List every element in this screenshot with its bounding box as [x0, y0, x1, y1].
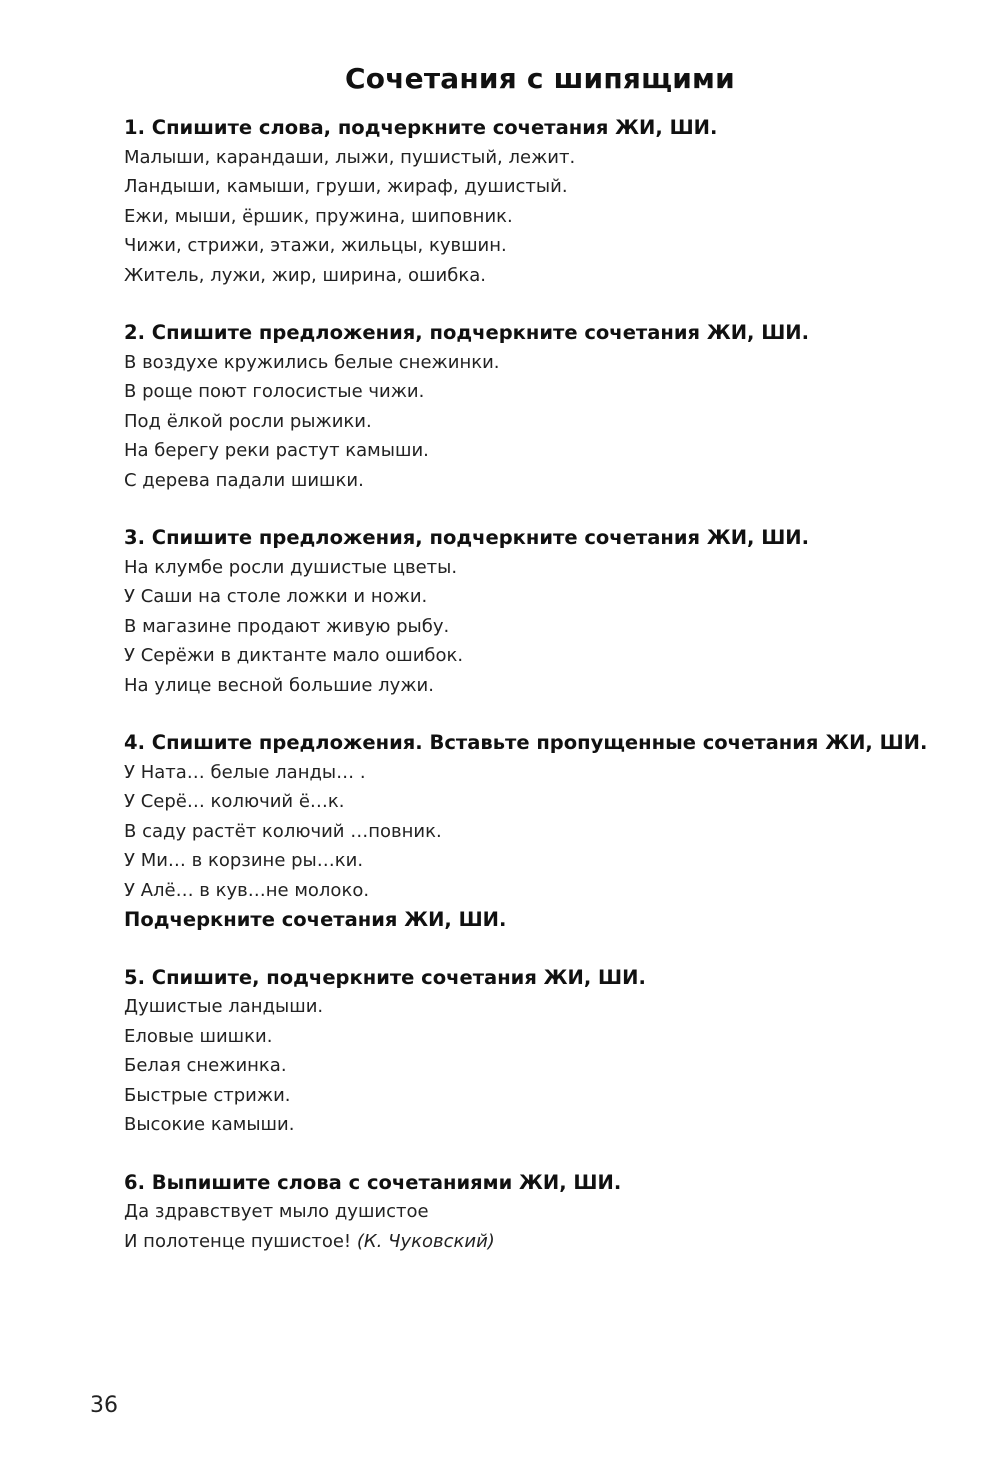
exercise-heading: 6. Выпишите слова с сочетаниями ЖИ, ШИ.: [124, 1170, 622, 1194]
exercise-heading: 1. Спишите слова, подчеркните сочетания ЖИ, ШИ.: [124, 116, 718, 139]
poem-line: И полотенце пушистое!: [124, 1230, 352, 1252]
exercise-1: [124, 113, 984, 290]
exercise-line: Под ёлкой росли рыжики.: [124, 410, 372, 432]
exercise-line: Чижи, стрижи, этажи, жильцы, кувшин.: [124, 235, 507, 256]
exercise-6: [124, 1168, 984, 1257]
exercise-line: У Серё… колючий ё…к.: [124, 791, 345, 812]
exercise-line: На берегу реки растут камыши.: [124, 440, 429, 461]
exercise-line: Высокие камыши.: [124, 1114, 295, 1135]
exercise-line: У Серёжи в диктанте мало ошибок.: [124, 645, 464, 666]
exercise-line: Ежи, мыши, ёршик, пружина, шиповник.: [124, 205, 513, 227]
exercise-line: В саду растёт колючий …повник.: [124, 820, 442, 842]
exercise-line: Белая снежинка.: [124, 1055, 287, 1076]
exercise-line: В роще поют голосистые чижи.: [124, 381, 425, 402]
exercise-footer: Подчеркните сочетания ЖИ, ШИ.: [124, 908, 507, 931]
exercise-heading: 4. Спишите предложения. Вставьте пропущенные сочетания ЖИ, ШИ.: [124, 731, 928, 754]
exercise-2: [124, 318, 984, 495]
exercise-line: На клумбе росли душистые цветы.: [124, 556, 458, 578]
exercise-line: Быстрые стрижи.: [124, 1084, 291, 1106]
exercise-line: Малыши, карандаши, лыжи, пушистый, лежит.: [124, 146, 576, 168]
exercise-line: У Алё… в кув…не молоко.: [124, 879, 370, 901]
exercise-line: Ландыши, камыши, груши, жираф, душистый.: [124, 176, 568, 197]
exercise-heading: 3. Спишите предложения, подчеркните сочетания ЖИ, ШИ.: [124, 526, 810, 549]
exercise-line: Житель, лужи, жир, ширина, ошибка.: [124, 264, 486, 286]
exercise-line: У Саши на столе ложки и ножи.: [124, 586, 428, 607]
exercise-line: В магазине продают живую рыбу.: [124, 615, 450, 637]
poem-author: (К. Чуковский): [356, 1230, 495, 1252]
exercise-line: Еловые шишки.: [124, 1025, 273, 1047]
exercise-5: [124, 963, 984, 1140]
exercise-list: [124, 113, 984, 1284]
exercise-4: [124, 728, 984, 935]
poem-line: Да здравствует мыло душистое: [124, 1201, 429, 1222]
page-number: 36: [90, 1393, 118, 1418]
exercise-line: На улице весной большие лужи.: [124, 674, 434, 696]
poem-line-with-author: [124, 1227, 984, 1257]
exercise-line: У Ми… в корзине ры…ки.: [124, 850, 364, 871]
exercise-line: С дерева падали шишки.: [124, 469, 364, 491]
exercise-heading: 2. Спишите предложения, подчеркните сочетания ЖИ, ШИ.: [124, 321, 810, 344]
exercise-heading: 5. Спишите, подчеркните сочетания ЖИ, ШИ.: [124, 965, 646, 989]
exercise-line: В воздухе кружились белые снежинки.: [124, 351, 500, 373]
exercise-line: У Ната… белые ланды… .: [124, 761, 366, 783]
page-title: Сочетания с шипящими: [345, 62, 735, 95]
exercise-3: [124, 523, 984, 700]
exercise-line: Душистые ландыши.: [124, 996, 324, 1017]
